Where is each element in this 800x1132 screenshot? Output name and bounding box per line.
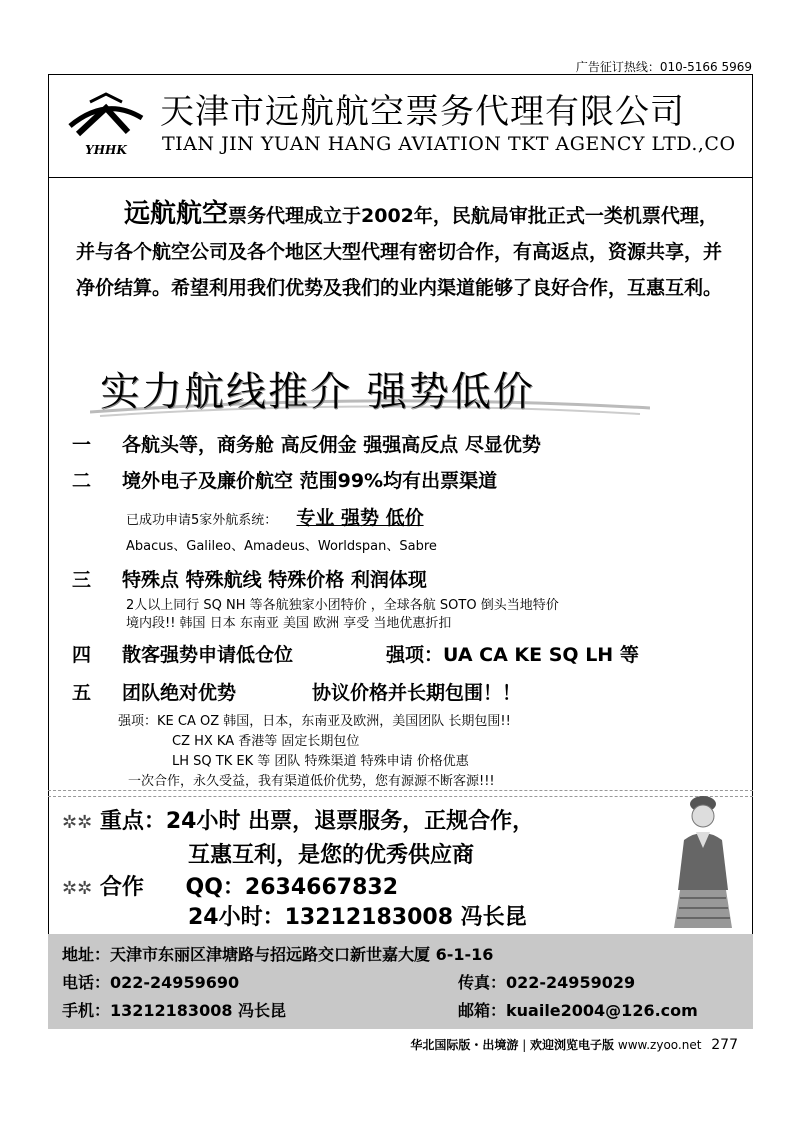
item-2 [72, 466, 497, 493]
company-logo [66, 88, 146, 158]
intro-brand: 远航航空 [124, 199, 229, 229]
logo-text: YHHK [85, 143, 127, 157]
item-1-text: 各航头等，商务舱 高反佣金 强强高反点 尽显优势 [122, 434, 541, 456]
slogan-title: 实力航线推介 强势低价 [100, 369, 535, 415]
item-3 [72, 565, 427, 592]
divider-1 [48, 790, 753, 791]
company-name-en: TIAN JIN YUAN HANG AVIATION TKT AGENCY LTD.,CO [162, 133, 736, 155]
ad-hotline: 广告征订热线：010-5166 5969 [575, 60, 752, 74]
item-3-sub-1: 2人以上同行 SQ NH 等各航独家小团特价 ，全球各航 SOTO 倒头当地特价 [126, 598, 559, 613]
coop-line-2: 24小时：13212183008 冯长昆 [188, 905, 527, 930]
item-5-extra: 协议价格并长期包围！！ [312, 682, 522, 704]
item-2-sub-label: 已成功申请5家外航系统： [126, 513, 278, 528]
item-2-sub [126, 503, 424, 530]
item-5-sub-1: 强项：KE CA OZ 韩国，日本，东南亚及欧洲，美国团队 长期包围!! [118, 714, 511, 729]
contact-address: 地址：天津市东丽区津塘路与招远路交口新世嘉大厦 6-1-16 [62, 945, 494, 964]
item-4-extra: 强项：UA CA KE SQ LH 等 [386, 644, 639, 666]
item-4-text: 散客强势申请低仓位 [122, 644, 294, 666]
divider-2 [48, 796, 753, 797]
item-3-sub-2: 境内段!! 韩国 日本 东南亚 美国 欧洲 享受 当地优惠折扣 [126, 616, 452, 631]
footer-edition: 华北国际版・出境游 [410, 1038, 519, 1052]
flight-attendant-image [662, 790, 744, 930]
footer-separator: | [522, 1038, 531, 1052]
key-point-line-2: 互惠互利，是您的优秀供应商 [188, 843, 475, 868]
page-number: 277 [711, 1037, 738, 1053]
item-5-sub-3: LH SQ TK EK 等 团队 特殊渠道 特殊申请 价格优惠 [172, 754, 469, 769]
sparkle-icon: ✲✲ [62, 878, 93, 899]
coop-label: 合作 [99, 875, 144, 900]
item-5-sub-2: CZ HX KA 香港等 固定长期包位 [172, 734, 360, 749]
item-4 [72, 640, 293, 667]
item-5-sub-4: 一次合作，永久受益，我有渠道低价优势，您有源源不断客源!!! [128, 774, 495, 789]
key-label: 重点： [99, 809, 166, 834]
page-footer [410, 1036, 738, 1053]
item-1-num: 一 [72, 434, 92, 456]
item-4-num: 四 [72, 644, 92, 666]
contact-email: 邮箱：kuaile2004@126.com [458, 1001, 698, 1020]
item-2-text: 境外电子及廉价航空 范围99%均有出票渠道 [122, 470, 498, 492]
item-5-num: 五 [72, 682, 92, 704]
footer-url: www.zyoo.net [617, 1038, 702, 1052]
contact-fax: 传真：022-24959029 [458, 973, 636, 992]
company-name-cn: 天津市远航航空票务代理有限公司 [160, 92, 685, 132]
intro-text: 票务代理成立于2002年，民航局审批正式一类机票代理，并与各个航空公司及各个地区大型代理有密切合作，有高返点，资源共享，并净价结算。希望利用我们优势及我们的业内渠道能够了良好合作，互惠互利。 [76, 205, 723, 299]
item-5 [72, 678, 236, 705]
item-5-text: 团队绝对优势 [122, 682, 237, 704]
item-2-systems: Abacus、Galileo、Amadeus、Worldspan、Sabre [126, 539, 437, 554]
coop-qq: QQ：2634667832 [185, 875, 399, 900]
contact-phone: 电话：022-24959690 [62, 973, 240, 992]
item-2-num: 二 [72, 470, 92, 492]
coop-line-1 [62, 870, 398, 901]
key-point-line-1 [62, 804, 534, 835]
item-3-num: 三 [72, 569, 92, 591]
footer-browse: 欢迎浏览电子版 [530, 1038, 615, 1052]
key-line-1-text: 24小时 出票，退票服务，正规合作， [165, 809, 535, 834]
item-1 [72, 430, 541, 457]
item-2-sub-highlight: 专业 强势 低价 [296, 507, 424, 529]
contact-mobile: 手机：13212183008 冯长昆 [62, 1001, 287, 1020]
intro-paragraph [76, 196, 736, 306]
sparkle-icon: ✲✲ [62, 812, 93, 833]
item-3-text: 特殊点 特殊航线 特殊价格 利润体现 [122, 569, 427, 591]
